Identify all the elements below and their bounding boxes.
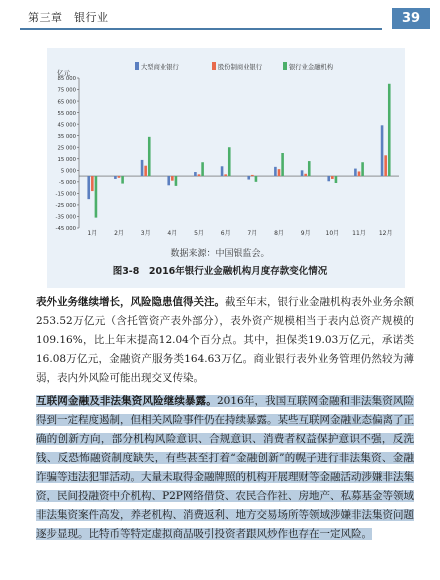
bar-2-6 (224, 174, 227, 176)
y-tick-label: 25 000 (57, 145, 76, 152)
legend-label: 银行业金融机构 (289, 64, 334, 71)
paragraph-off-balance (36, 293, 414, 388)
figure-caption: 图3-8 2016年银行业金融机构月度存款变化情况 (112, 266, 328, 277)
y-tick-label: 5 000 (60, 168, 76, 175)
bar-2-5 (198, 174, 201, 176)
x-tick-label: 4月 (167, 230, 178, 237)
y-tick-label: -35 000 (55, 214, 76, 221)
legend-label: 股份制商业银行 (218, 64, 263, 71)
bar-2-10 (331, 176, 334, 179)
bar-3-8 (281, 153, 284, 176)
bar-2-3 (144, 166, 147, 176)
bar-1-6 (221, 166, 224, 176)
legend-label: 大型商业银行 (141, 64, 179, 71)
legend-swatch (212, 62, 216, 70)
paragraph-text: 2016年，我国互联网金融和非法集资风险得到一定程度遏制，但相关风险事件仍在持续暴露。某些互联网金融业态偏离了正确的创新方向，部分机构风险意识、合规意识、消费者权益保护意识不强，反洗钱、反恐怖融资制度缺失，有些甚至打着“金融创新”的幌子进行非法集资、金融诈骗等违法犯罪活动。大量未取得金融牌照的机构开展理财等金融活动涉嫌非法集资，民间投融资中介机构、P2P网络借贷、农民合作社、房地产、私募基金等领域非法集资案件高发，养老机构、消费返利、地方交易场所等领域涉嫌非法集资问题逐步显现。比特币等特定虚拟商品吸引投资者跟风炒作也存在一定风险。 (36, 395, 415, 540)
bar-3-12 (388, 84, 391, 176)
x-tick-label: 8月 (274, 230, 284, 237)
y-tick-label: 35 000 (57, 133, 76, 140)
y-tick-label: 45 000 (57, 122, 76, 129)
paragraph-lead: 表外业务继续增长，风险隐患值得关注。 (36, 296, 225, 308)
bar-3-5 (201, 162, 204, 176)
x-tick-label: 9月 (300, 230, 311, 237)
y-tick-label: 65 000 (57, 99, 76, 106)
bar-3-11 (361, 162, 364, 176)
bar-3-6 (228, 147, 231, 176)
figure-source: 数据来源：中国银监会。 (170, 249, 270, 259)
legend-swatch (135, 62, 139, 70)
bar-3-1 (95, 176, 98, 218)
bar-3-9 (308, 161, 311, 176)
x-tick-label: 6月 (220, 230, 231, 237)
bar-3-4 (175, 176, 178, 186)
y-axis-unit: 亿元 (57, 69, 70, 77)
bar-1-9 (301, 170, 304, 176)
bar-2-1 (91, 176, 94, 191)
y-tick-label: 15 000 (57, 156, 76, 163)
bar-1-8 (274, 167, 277, 176)
page-number-badge: 39 (392, 8, 430, 29)
y-tick-label: 85 000 (57, 76, 76, 83)
paragraph-lead: 互联网金融及非法集资风险继续暴露。 (36, 395, 217, 407)
x-tick-label: 11月 (352, 230, 366, 237)
bar-2-8 (278, 169, 281, 176)
paragraph-internet-finance (36, 392, 414, 544)
bar-1-5 (194, 172, 197, 176)
bar-2-7 (251, 175, 254, 176)
bar-3-10 (335, 176, 338, 183)
y-tick-label: -45 000 (55, 226, 76, 233)
bar-3-7 (255, 176, 258, 182)
x-tick-label: 2月 (114, 230, 124, 237)
y-tick-label: -5 000 (58, 180, 76, 187)
chapter-title: 第三章 银行业 (28, 11, 109, 24)
x-tick-label: 10月 (325, 230, 340, 237)
bar-2-2 (118, 176, 121, 178)
bar-3-3 (148, 137, 151, 176)
legend-swatch (283, 62, 287, 70)
bar-1-1 (87, 176, 90, 199)
y-tick-label: 75 000 (57, 87, 76, 94)
page-header (0, 0, 440, 34)
bar-1-11 (354, 169, 357, 177)
bar-1-2 (114, 176, 117, 179)
x-tick-label: 3月 (140, 230, 151, 237)
bar-2-12 (384, 155, 387, 176)
bar-2-4 (171, 176, 174, 181)
y-tick-label: 55 000 (57, 110, 76, 117)
deposit-change-chart (47, 48, 405, 238)
y-tick-label: -25 000 (55, 203, 76, 210)
bar-2-11 (358, 171, 361, 176)
bar-3-2 (121, 176, 124, 184)
bar-1-12 (381, 125, 384, 176)
x-tick-label: 7月 (247, 230, 258, 237)
bar-2-9 (304, 174, 307, 176)
paragraph-text: 截至年末，银行业金融机构表外业务余额253.52万亿元（含托管资产表外部分），表外资产规模相当于表内总资产规模的109.16%，比上年末提高12.04个百分点。其中，担保类19.03万亿元，承诺类16.08万亿元，金融资产服务类164.63万亿。商业银行表外业务管理仍然较为薄弱，表内外风险可能出现交叉传染。 (36, 296, 414, 384)
y-tick-label: -15 000 (55, 191, 76, 198)
bar-1-10 (327, 176, 330, 181)
header-rule (20, 28, 382, 30)
x-tick-label: 1月 (87, 230, 98, 237)
bar-1-7 (247, 176, 250, 179)
bar-1-4 (167, 176, 170, 185)
bar-1-3 (141, 160, 144, 176)
x-tick-label: 5月 (194, 230, 204, 237)
x-tick-label: 12月 (378, 230, 393, 237)
